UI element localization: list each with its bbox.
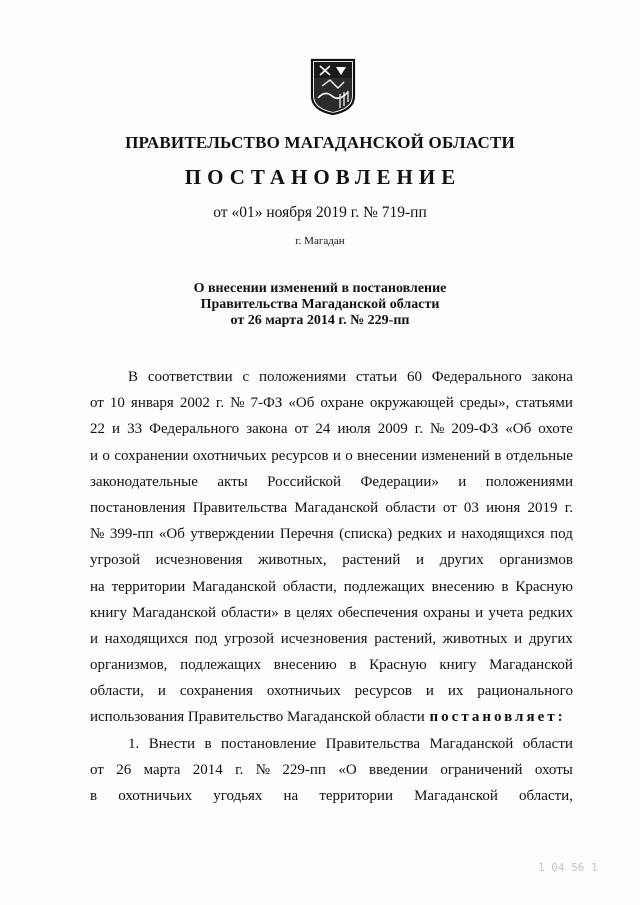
word: В <box>128 369 139 385</box>
word: 2009 <box>377 421 408 438</box>
word: 60 <box>406 369 422 385</box>
word: акты <box>217 473 248 490</box>
word: области, <box>519 788 573 804</box>
word: о <box>345 447 353 464</box>
word: на <box>90 578 105 595</box>
word: закона <box>531 369 573 385</box>
word: 229-пп <box>282 761 326 778</box>
word: в <box>494 447 502 464</box>
word: Российской <box>267 473 342 490</box>
word: ресурсов <box>354 683 412 700</box>
word: территории <box>111 578 186 595</box>
word: от <box>442 499 457 516</box>
word: с <box>242 369 250 385</box>
word: исчезновения <box>155 552 243 569</box>
word: под <box>550 526 573 543</box>
word: от <box>294 421 309 438</box>
word: охотничьих <box>192 447 267 464</box>
text-line <box>90 574 573 600</box>
word: под <box>194 630 218 647</box>
word: июня <box>486 499 521 516</box>
text-line <box>90 731 573 757</box>
word: охране <box>320 395 364 412</box>
word: № <box>90 526 105 543</box>
word: других <box>439 552 484 569</box>
word: 7-ФЗ <box>250 395 283 412</box>
word: 1. <box>128 735 140 752</box>
word: угрозой <box>224 630 275 647</box>
text-line <box>90 626 573 652</box>
word: в <box>501 578 509 595</box>
word: редких <box>397 526 443 543</box>
word: обеспечения <box>337 604 418 621</box>
word: их <box>447 683 464 700</box>
page-stamp-number: 1 04 56 1 <box>538 861 598 874</box>
word: Перечня <box>279 526 334 543</box>
word: ресурсов <box>271 447 329 464</box>
word: исчезновения <box>280 630 368 647</box>
word: и <box>425 683 434 700</box>
word: Магаданской <box>429 735 514 752</box>
word: охоты <box>534 761 573 778</box>
word: законодательные <box>90 473 198 490</box>
word: угодьях <box>213 788 263 804</box>
word: целях <box>296 604 333 621</box>
word: Федерального <box>431 369 522 385</box>
organization-name: ПРАВИТЕЛЬСТВО МАГАДАНСКОЙ ОБЛАСТИ <box>125 133 515 152</box>
document-type: ПОСТАНОВЛЕНИЕ <box>184 165 462 189</box>
word: Магаданской <box>192 578 276 595</box>
text-line <box>90 783 573 809</box>
word: и <box>458 473 467 490</box>
word: «Об <box>158 526 185 543</box>
word: растений, <box>374 630 437 647</box>
word: животных, <box>258 552 327 569</box>
paragraph-2 <box>90 731 573 810</box>
document-city: г. Магадан <box>295 235 345 247</box>
word: положениями <box>485 473 573 490</box>
word: о <box>102 447 110 464</box>
document-body <box>90 364 573 809</box>
word: 22 <box>90 421 105 438</box>
decree-word: постановляет: <box>429 709 566 726</box>
word: ограничений <box>440 761 523 778</box>
word: и <box>332 447 341 464</box>
word: Магаданской <box>294 499 379 516</box>
word: 26 <box>116 761 132 778</box>
word: Магаданской <box>489 657 573 674</box>
word: г. <box>414 421 423 438</box>
word: в <box>204 735 212 752</box>
text-line <box>90 521 573 547</box>
word: охоте <box>538 421 573 438</box>
word: книгу <box>439 657 477 674</box>
word: внесению <box>273 657 337 674</box>
word: в <box>90 788 98 804</box>
word: области, <box>90 683 144 700</box>
word: охотничьих <box>266 683 341 700</box>
document-date-number: от «01» ноября 2019 г. № 719-пп <box>213 204 427 221</box>
word: сохранении <box>114 447 189 464</box>
word: Магаданской <box>414 788 498 804</box>
word: подлежащих <box>180 657 262 674</box>
word: от <box>90 761 104 778</box>
word: среды», <box>459 395 510 412</box>
word: Правительства <box>325 735 421 752</box>
word: находящихся <box>104 630 189 647</box>
word: организмов <box>499 552 573 569</box>
word: Красную <box>515 578 573 595</box>
word: 399-пп <box>109 526 154 543</box>
word: «О <box>338 761 357 778</box>
word: от <box>90 395 104 412</box>
word: находящихся <box>461 526 545 543</box>
word: «Об <box>505 421 532 438</box>
word: постановления <box>90 499 186 516</box>
word: и <box>475 604 484 621</box>
word: 2002 <box>179 395 210 412</box>
word: подлежащих <box>343 578 425 595</box>
word: в <box>349 657 357 674</box>
word: и <box>157 683 166 700</box>
word: «Об <box>288 395 315 412</box>
word: территории <box>319 788 393 804</box>
word: Федерального <box>149 421 240 438</box>
word: внесении <box>357 447 417 464</box>
subject-line: от 26 марта 2014 г. № 229-пп <box>230 313 410 328</box>
word: 33 <box>127 421 143 438</box>
word: 10 <box>109 395 125 412</box>
word: постановление <box>220 735 317 752</box>
word: области» <box>221 604 279 621</box>
word: на <box>283 788 299 804</box>
word: окружающей <box>369 395 454 412</box>
text-line <box>90 443 573 469</box>
body-text-fragment: использования Правительство Магаданской области <box>90 709 425 726</box>
word: июля <box>337 421 371 438</box>
word: соответствии <box>147 369 233 385</box>
word: закона <box>246 421 288 438</box>
word: № <box>430 421 445 438</box>
word: 24 <box>315 421 331 438</box>
word: № <box>230 395 245 412</box>
paragraph-1 <box>90 364 573 704</box>
word: Правительства <box>192 499 288 516</box>
word: г. <box>564 499 573 516</box>
word: животных <box>442 630 508 647</box>
word: утверждении <box>190 526 275 543</box>
text-line <box>90 678 573 704</box>
word: области, <box>282 578 337 595</box>
word: (списка) <box>339 526 393 543</box>
document-subject <box>0 281 640 329</box>
word: охотничьих <box>118 788 193 804</box>
word: других <box>528 630 573 647</box>
word: отдельные <box>505 447 573 464</box>
word: растений <box>342 552 401 569</box>
word: и <box>90 630 99 647</box>
word: 2019 <box>527 499 558 516</box>
subject-line: О внесении изменений в постановление <box>193 281 447 296</box>
word: января <box>130 395 174 412</box>
word: положениями <box>258 369 347 385</box>
word: статьи <box>356 369 398 385</box>
word: Магаданской <box>132 604 216 621</box>
word: марта <box>143 761 181 778</box>
word: учета <box>488 604 524 621</box>
word: и <box>112 421 121 438</box>
word: Красную <box>369 657 427 674</box>
word: рационального <box>477 683 573 700</box>
text-line <box>90 652 573 678</box>
word: в <box>283 604 292 621</box>
text-line <box>90 469 573 495</box>
text-line <box>90 390 573 416</box>
text-line <box>90 600 573 626</box>
word: 2014 <box>192 761 223 778</box>
word: редких <box>528 604 573 621</box>
word: 209-ФЗ <box>451 421 499 438</box>
word: г. <box>235 761 244 778</box>
word: Федерации» <box>360 473 439 490</box>
text-line <box>90 364 573 390</box>
word: изменений <box>421 447 490 464</box>
word: и <box>415 552 424 569</box>
word: введении <box>369 761 428 778</box>
word: сохранения <box>179 683 253 700</box>
text-line <box>90 416 573 442</box>
word: 03 <box>463 499 479 516</box>
word: угрозой <box>90 552 141 569</box>
text-line <box>90 547 573 573</box>
word: организмов, <box>90 657 168 674</box>
word: г. <box>215 395 225 412</box>
text-line <box>90 495 573 521</box>
word: внесению <box>431 578 495 595</box>
word: № <box>255 761 271 778</box>
word: области <box>385 499 436 516</box>
word: и <box>90 447 99 464</box>
subject-line: Правительства Магаданской области <box>200 297 440 312</box>
text-line <box>90 757 573 783</box>
word: Внести <box>148 735 195 752</box>
paragraph-1-last-line <box>90 704 573 730</box>
word: статьями <box>515 395 573 412</box>
coat-of-arms-emblem <box>310 58 356 116</box>
word: охраны <box>423 604 470 621</box>
word: книгу <box>90 604 127 621</box>
word: и <box>514 630 523 647</box>
word: области <box>522 735 573 752</box>
word: и <box>447 526 456 543</box>
